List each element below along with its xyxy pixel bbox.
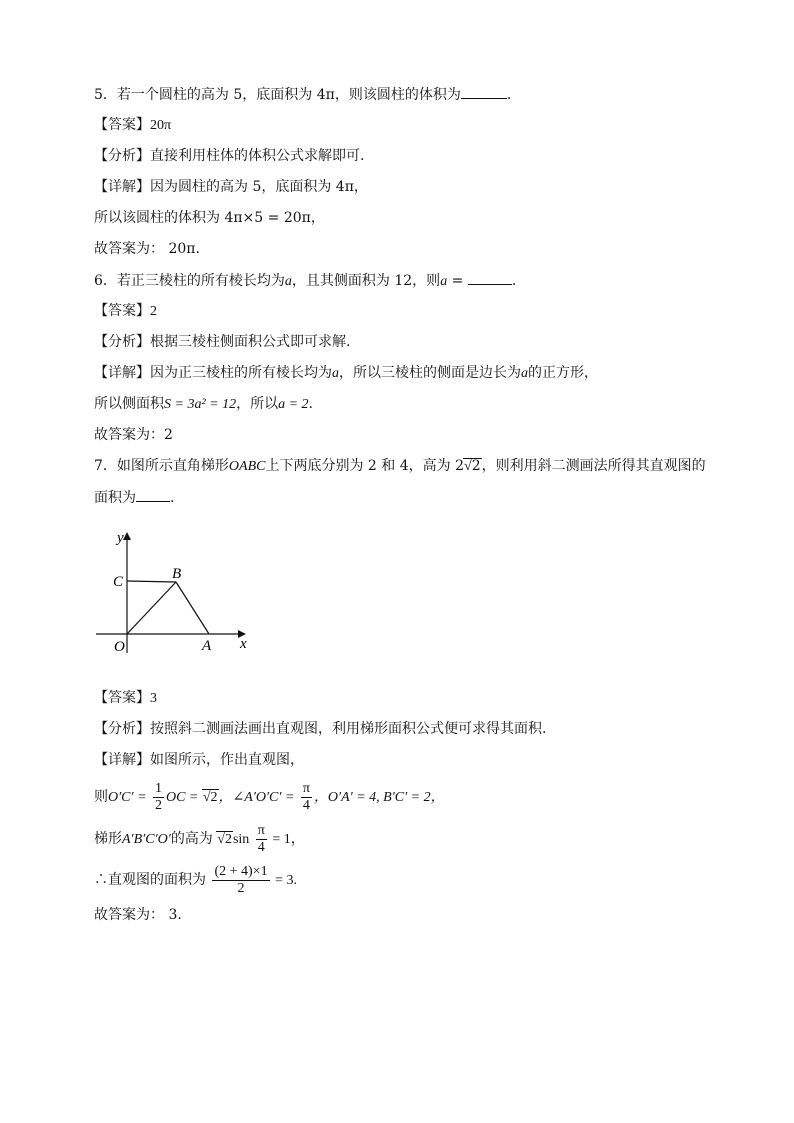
q6-var-a-2: a bbox=[440, 274, 448, 289]
q6-question bbox=[94, 270, 516, 290]
q5-analysis bbox=[94, 146, 364, 166]
q7-l2-four: 4 bbox=[257, 839, 265, 855]
q7-detail-tag: 【详解】 bbox=[94, 752, 150, 768]
q7-l2-end: = 1， bbox=[268, 832, 305, 847]
edge-ba bbox=[176, 582, 209, 634]
q7-l1-half-den: 2 bbox=[154, 797, 162, 813]
q5-final bbox=[94, 239, 200, 259]
q6-detail-c: 的正方形， bbox=[528, 365, 598, 381]
q7-answer-tag: 【答案】 bbox=[94, 690, 150, 706]
q6-question-end: . bbox=[511, 273, 517, 289]
q6-detail-b: ，所以三棱柱的侧面是边长为 bbox=[339, 365, 521, 381]
q5-analysis-text: 直接利用柱体的体积公式求解即可. bbox=[150, 148, 365, 164]
q5-detail bbox=[94, 177, 368, 197]
q7-l1-pre: 则 bbox=[94, 789, 108, 805]
q7-formula-line3 bbox=[94, 862, 297, 898]
q7-question bbox=[94, 456, 706, 476]
edge-ob bbox=[127, 582, 176, 634]
q7-answer bbox=[94, 688, 157, 708]
q7-formula-line2 bbox=[94, 822, 305, 856]
q7-formula-line1 bbox=[94, 780, 445, 814]
q5-detail-line2-text: 所以该圆柱的体积为 4π×5 = 20π， bbox=[94, 210, 325, 226]
q7-question-line2-text: 面积为 bbox=[94, 490, 136, 506]
q7-answer-value: 3 bbox=[150, 691, 157, 706]
q7-l2-shape: A′B′C′O′ bbox=[122, 832, 171, 847]
q7-question-a: 7．如图所示直角梯形 bbox=[94, 458, 229, 474]
q7-l1-pi-frac bbox=[301, 781, 312, 814]
q7-l1-rest: ，O′A′ = 4, B′C′ = 2， bbox=[313, 790, 445, 805]
q6-answer-blank bbox=[468, 270, 512, 285]
q6-detail-a: 因为正三棱柱的所有棱长均为 bbox=[150, 365, 332, 381]
q5-detail-line2 bbox=[94, 208, 325, 228]
q5-answer-value: 20π bbox=[150, 118, 172, 133]
q7-l1-lhs: O′C′ = bbox=[108, 790, 147, 805]
q6-line2-formula: S = 3a² = 12 bbox=[164, 397, 237, 412]
q6-final bbox=[94, 425, 173, 445]
q7-l1-pi: π bbox=[302, 780, 310, 796]
q7-l2-pi: π bbox=[257, 822, 265, 838]
label-a: A bbox=[202, 638, 212, 654]
q6-analysis bbox=[94, 332, 350, 352]
q6-question-eq: = bbox=[447, 273, 468, 289]
q7-l2-pre: 梯形 bbox=[94, 831, 122, 847]
q7-l1-mid: OC = bbox=[165, 790, 199, 805]
q6-detail-line2 bbox=[94, 394, 313, 414]
q7-analysis bbox=[94, 719, 546, 739]
q7-detail-text: 如图所示，作出直观图， bbox=[150, 752, 304, 768]
q6-line2-b: ，所以 bbox=[236, 396, 279, 412]
q7-l3-den: 2 bbox=[237, 880, 245, 896]
q7-l2-sqrt: √2 bbox=[217, 832, 232, 847]
q7-question-c: ，则利用斜二测画法所得其直观图的 bbox=[481, 458, 706, 474]
q5-question bbox=[94, 84, 511, 104]
edge-cb bbox=[127, 581, 176, 582]
q7-l3-pre: ∴直观图的面积为 bbox=[94, 872, 206, 888]
label-c: C bbox=[113, 574, 124, 590]
q7-l1-half bbox=[153, 781, 164, 814]
q6-line2-result: a = 2 bbox=[278, 397, 309, 412]
q5-answer bbox=[94, 115, 171, 135]
q7-final-text: 故答案为： 3. bbox=[94, 907, 182, 923]
q6-answer bbox=[94, 301, 157, 321]
q7-detail bbox=[94, 750, 304, 770]
q7-l3-end: = 3. bbox=[271, 873, 297, 888]
q7-l2-sin: sin bbox=[232, 832, 250, 847]
q6-final-text: 故答案为：2 bbox=[94, 427, 173, 443]
q7-l3-frac bbox=[212, 864, 269, 897]
q5-final-text: 故答案为： 20π. bbox=[94, 241, 200, 257]
q6-detail-var-a: a bbox=[332, 366, 339, 381]
q7-sqrt: √2 bbox=[464, 458, 481, 474]
q7-question-b: 上下两底分别为 2 和 4，高为 2 bbox=[265, 458, 465, 474]
q5-analysis-tag: 【分析】 bbox=[94, 148, 150, 164]
q5-answer-tag: 【答案】 bbox=[94, 117, 150, 133]
label-y: y bbox=[117, 530, 124, 546]
q7-final bbox=[94, 905, 182, 925]
q6-answer-tag: 【答案】 bbox=[94, 303, 150, 319]
q5-detail-text: 因为圆柱的高为 5，底面积为 4π， bbox=[150, 179, 368, 195]
q5-answer-blank bbox=[461, 84, 507, 99]
q7-l1-sqrt-value: 2 bbox=[210, 790, 218, 805]
q6-question-text: 6．若正三棱柱的所有棱长均为 bbox=[94, 273, 285, 289]
q7-question-line2 bbox=[94, 487, 174, 507]
q6-line2-end: . bbox=[308, 396, 313, 412]
q7-sqrt-value: 2 bbox=[471, 458, 481, 474]
q6-line2-a: 所以侧面积 bbox=[94, 396, 164, 412]
q7-l1-angle: ，∠A′O′C′ = bbox=[218, 790, 295, 805]
q5-detail-tag: 【详解】 bbox=[94, 179, 150, 195]
q6-var-a: a bbox=[284, 274, 292, 289]
label-x: x bbox=[240, 636, 247, 652]
q7-l2-mid: 的高为 bbox=[170, 831, 213, 847]
q7-answer-blank bbox=[136, 487, 170, 502]
q5-question-end: . bbox=[506, 87, 512, 103]
q7-analysis-text: 按照斜二测画法画出直观图，利用梯形面积公式便可求得其面积. bbox=[150, 721, 547, 737]
q6-answer-value: 2 bbox=[150, 304, 157, 319]
y-axis-arrow bbox=[123, 532, 131, 540]
q7-l1-sqrt: √2 bbox=[202, 790, 218, 805]
q7-shape: OABC bbox=[228, 459, 266, 474]
q6-question-mid: ，且其侧面积为 12，则 bbox=[291, 273, 441, 289]
q7-l2-pi-frac bbox=[256, 823, 267, 856]
q6-detail-var-a-2: a bbox=[521, 366, 528, 381]
q6-detail-tag: 【详解】 bbox=[94, 365, 150, 381]
q6-analysis-tag: 【分析】 bbox=[94, 334, 150, 350]
q7-l3-num: (2 + 4)×1 bbox=[214, 863, 268, 879]
q5-question-text: 5．若一个圆柱的高为 5，底面积为 4π，则该圆柱的体积为 bbox=[94, 87, 461, 103]
q6-analysis-text: 根据三棱柱侧面积公式即可求解. bbox=[150, 334, 351, 350]
q7-question-end: . bbox=[170, 490, 175, 506]
q7-l1-half-num: 1 bbox=[154, 780, 162, 796]
q6-detail bbox=[94, 363, 598, 383]
q7-l1-four: 4 bbox=[302, 797, 310, 813]
label-b: B bbox=[172, 566, 182, 582]
q7-analysis-tag: 【分析】 bbox=[94, 721, 150, 737]
q7-l2-sqrt-value: 2 bbox=[224, 832, 232, 847]
label-o: O bbox=[114, 639, 125, 655]
trapezoid-diagram bbox=[94, 528, 264, 658]
